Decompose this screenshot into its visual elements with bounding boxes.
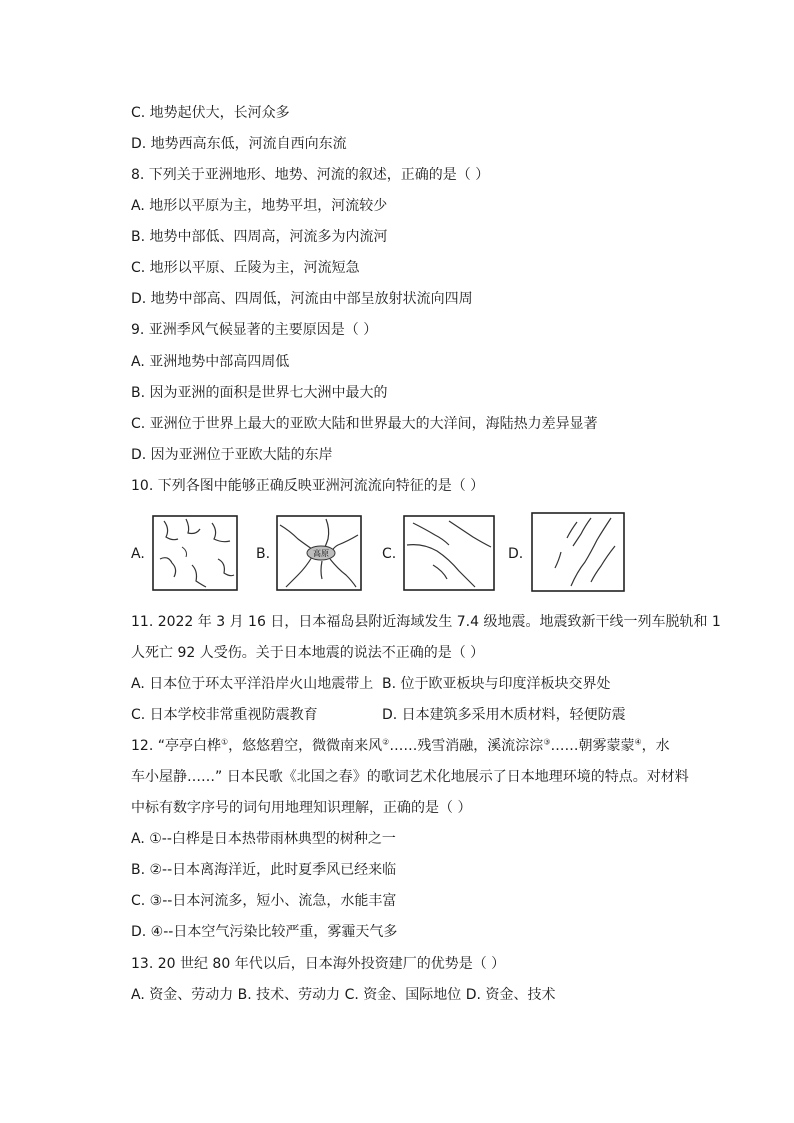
- question-8-option-b: B. 地势中部低、四周高，河流多为内流河: [131, 229, 388, 245]
- question-12-stem-line1: 12. “亭亭白桦①，悠悠碧空，微微南来风②……残雪消融，溪流淙淙③……朝雾蒙蒙④，水: [131, 737, 670, 754]
- question-7-option-c: C. 地势起伏大，长河众多: [131, 105, 290, 121]
- map-b-rivers: [276, 515, 362, 591]
- question-12-stem-line3: 中标有数字序号的词句用地理知识理解，正确的是（ ）: [131, 800, 472, 816]
- question-9-stem: 9. 亚洲季风气候显著的主要原因是（ ）: [131, 322, 378, 338]
- footnote-mark-4: ④: [634, 737, 642, 747]
- question-11-option-b: B. 位于欧亚板块与印度洋板块交界处: [382, 676, 611, 692]
- question-12-option-a: A. ①--白桦是日本热带雨林典型的树种之一: [131, 831, 396, 847]
- question-13-stem: 13. 20 世纪 80 年代以后，日本海外投资建厂的优势是（ ）: [131, 956, 506, 972]
- footnote-mark-2: ②: [382, 737, 390, 747]
- question-8-option-d: D. 地势中部高、四周低，河流由中部呈放射状流向四周: [131, 291, 473, 307]
- question-12-stem-line2: 车小屋静……” 日本民歌《北国之春》的歌词艺术化地展示了日本地理环境的特点。对材料: [131, 769, 689, 785]
- question-9-option-b: B. 因为亚洲的面积是世界七大洲中最大的: [131, 385, 388, 401]
- question-8-option-a: A. 地形以平原为主，地势平坦，河流较少: [131, 198, 388, 214]
- question-9-option-c: C. 亚洲位于世界上最大的亚欧大陆和世界最大的大洋间，海陆热力差异显著: [131, 416, 598, 432]
- question-11-stem-line2: 人死亡 92 人受伤。关于日本地震的说法不正确的是（ ）: [131, 645, 485, 661]
- map-a-rivers: [152, 515, 238, 591]
- question-8-option-c: C. 地形以平原、丘陵为主，河流短急: [131, 260, 360, 276]
- question-13-options: A. 资金、劳动力 B. 技术、劳动力 C. 资金、国际地位 D. 资金、技术: [131, 987, 556, 1003]
- map-d-rivers: [531, 512, 625, 592]
- question-12-option-c: C. ③--日本河流多，短小、流急，水能丰富: [131, 893, 397, 909]
- map-a-label: A.: [131, 546, 145, 562]
- footnote-mark-3: ③: [543, 737, 551, 747]
- footnote-mark-1: ①: [220, 737, 229, 747]
- question-11-option-a: A. 日本位于环太平洋沿岸火山地震带上: [131, 676, 374, 692]
- map-b-label: B.: [256, 546, 271, 562]
- question-11-stem-line1: 11. 2022 年 3 月 16 日，日本福岛县附近海域发生 7.4 级地震。地震致新干线一列车脱轨和 1: [131, 614, 721, 630]
- map-d-label: D.: [508, 546, 524, 562]
- question-7-option-d: D. 地势西高东低，河流自西向东流: [131, 136, 347, 152]
- question-12-option-d: D. ④--日本空气污染比较严重，雾霾天气多: [131, 924, 398, 940]
- question-10-stem: 10. 下列各图中能够正确反映亚洲河流流向特征的是（ ）: [131, 478, 485, 494]
- question-11-option-d: D. 日本建筑多采用木质材料，轻便防震: [382, 707, 626, 723]
- question-9-option-d: D. 因为亚洲位于亚欧大陆的东岸: [131, 447, 333, 463]
- question-12-option-b: B. ②--日本离海洋近，此时夏季风已经来临: [131, 862, 397, 878]
- plateau-label: 高原: [313, 549, 329, 558]
- question-8-stem: 8. 下列关于亚洲地形、地势、河流的叙述，正确的是（ ）: [131, 167, 490, 183]
- map-c-label: C.: [382, 546, 397, 562]
- map-c-rivers: [403, 515, 495, 591]
- question-11-option-c: C. 日本学校非常重视防震教育: [131, 707, 318, 723]
- question-9-option-a: A. 亚洲地势中部高四周低: [131, 354, 290, 370]
